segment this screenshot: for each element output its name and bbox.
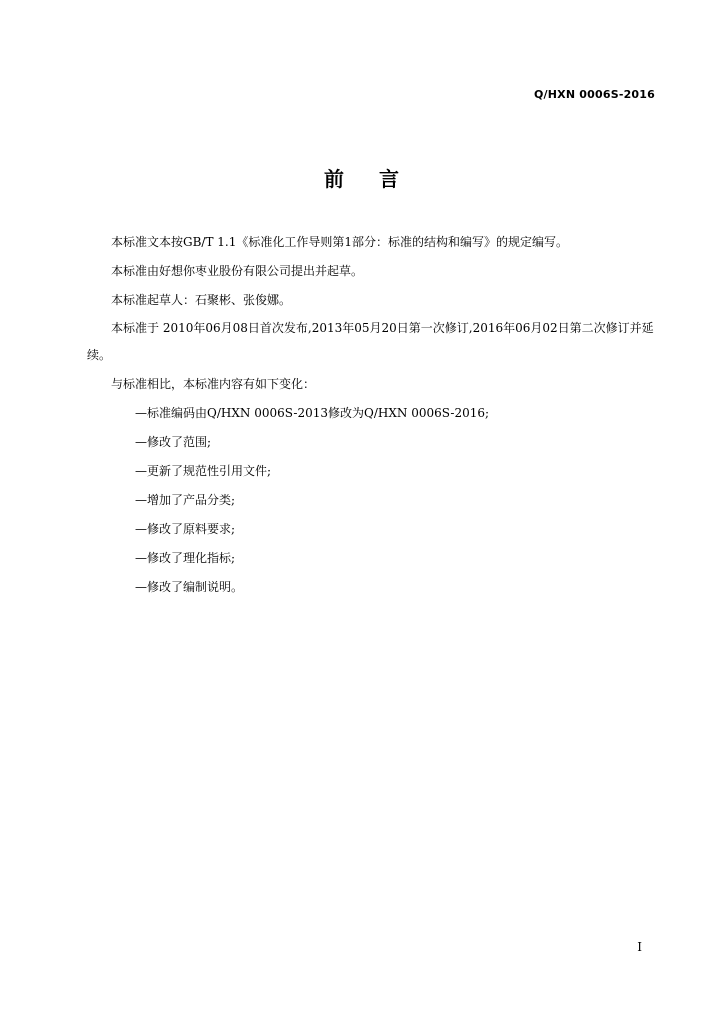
paragraph-drafting-rules: 本标准文本按GB/T 1.1《标准化工作导则第1部分：标准的结构和编写》的规定编写。 bbox=[111, 235, 568, 249]
paragraph-release-history: 本标准于 2010年06月08日首次发布,2013年05月20日第一次修订,2016年06月02日第二次修订并延续。 bbox=[87, 321, 654, 362]
changes-list bbox=[87, 404, 657, 596]
list-item: —增加了产品分类; bbox=[135, 493, 236, 507]
list-item: —标准编码由Q/HXN 0006S-2013修改为Q/HXN 0006S-2016; bbox=[135, 406, 490, 420]
page-title bbox=[0, 163, 724, 192]
list-item: —更新了规范性引用文件; bbox=[135, 464, 272, 478]
list-item: —修改了理化指标; bbox=[135, 551, 236, 565]
title-char-2: 言 bbox=[379, 167, 400, 191]
paragraph-drafters: 本标准起草人：石聚彬、张俊娜。 bbox=[111, 293, 292, 307]
document-code: Q/HXN 0006S-2016 bbox=[533, 88, 655, 101]
document-body bbox=[87, 233, 657, 607]
paragraph-proposer: 本标准由好想你枣业股份有限公司提出并起草。 bbox=[111, 264, 364, 278]
title-char-1: 前 bbox=[324, 167, 345, 191]
page-number: I bbox=[637, 940, 642, 954]
list-item: —修改了范围; bbox=[135, 435, 212, 449]
paragraph-changes-intro: 与标准相比，本标准内容有如下变化： bbox=[111, 377, 316, 391]
list-item: —修改了编制说明。 bbox=[135, 580, 244, 594]
list-item: —修改了原料要求; bbox=[135, 522, 236, 536]
